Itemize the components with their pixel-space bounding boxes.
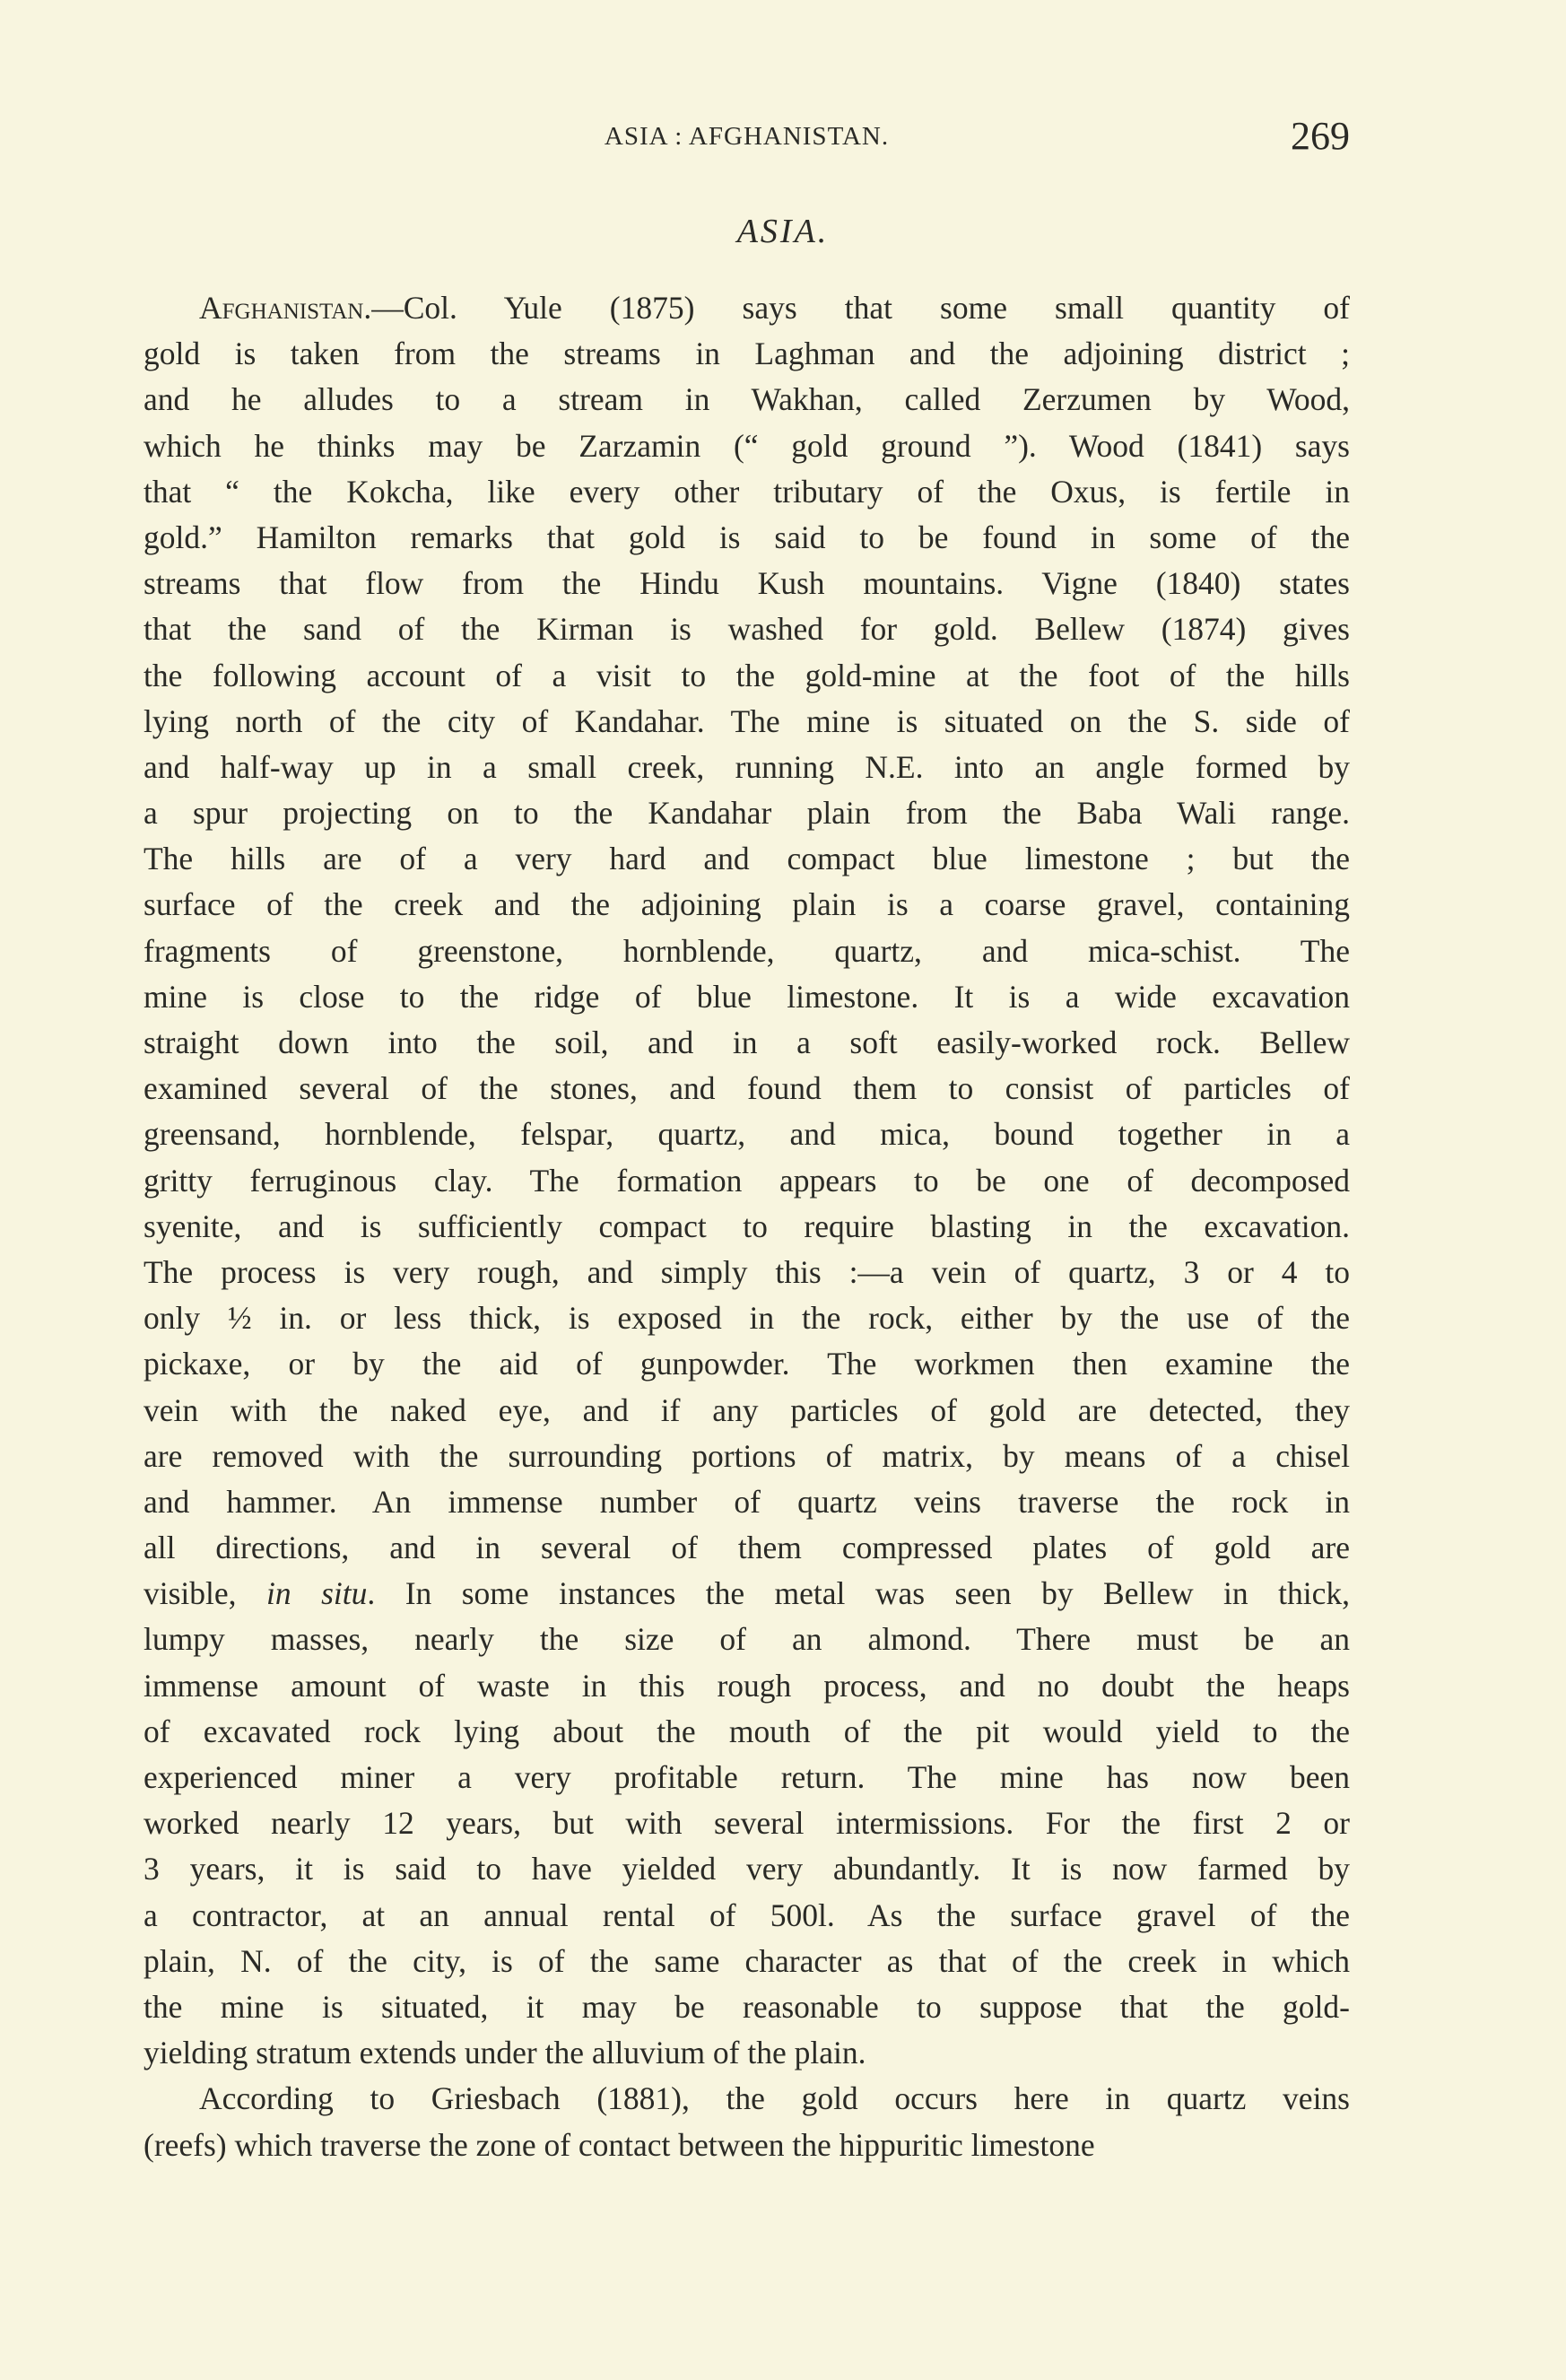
text-line: pickaxe, or by the aid of gunpowder. The workmen then examine the [144,1346,1350,1382]
text-line: lumpy masses, nearly the size of an almond. There must be an [144,1621,1350,1658]
text-line: and he alludes to a stream in Wakhan, called Zerzumen by Wood, [144,381,1350,418]
text-line: examined several of the stones, and found them to consist of particles of [144,1070,1350,1107]
text-line: surface of the creek and the adjoining plain is a coarse gravel, containing [144,886,1350,923]
text-line: 3 years, it is said to have yielded very abundantly. It is now farmed by [144,1851,1350,1887]
text-line: and hammer. An immense number of quartz veins traverse the rock in [144,1483,1350,1520]
text-line: are removed with the surrounding portions of matrix, by means of a chisel [144,1437,1350,1474]
text-line: lying north of the city of Kandahar. The mine is situated on the S. side of [144,702,1350,739]
section-title: ASIA. [736,213,830,250]
text-line: that the sand of the Kirman is washed for gold. Bellew (1874) gives [144,611,1350,648]
text-line: that “ the Kokcha, like every other tributary of the Oxus, is fertile in [144,473,1350,510]
text-line: syenite, and is sufficiently compact to require blasting in the excavation. [144,1207,1350,1244]
text-line: worked nearly 12 years, but with several intermissions. For the first 2 or [144,1805,1350,1842]
text-line: a contractor, at an annual rental of 500l. As the surface gravel of the [144,1896,1350,1933]
text-line: Afghanistan.—Col. Yule (1875) says that some small quantity of [199,290,1350,326]
text-line: plain, N. of the city, is of the same character as that of the creek in which [144,1942,1350,1979]
running-head [144,113,1350,158]
italic-phrase: in situ [266,1575,368,1612]
text-line: and half-way up in a small creek, running N.E. into an angle formed by [144,748,1350,785]
text-line: gold.” Hamilton remarks that gold is said to be found in some of the [144,519,1350,555]
text-line: which he thinks may be Zarzamin (“ gold ground ”). Wood (1841) says [144,427,1350,464]
body-text [144,285,1350,2168]
text-line: straight down into the soil, and in a soft easily-worked rock. Bellew [144,1024,1350,1060]
page-number: 269 [1291,114,1350,158]
country-heading: Afghanistan. [199,290,372,326]
text-line: gritty ferruginous clay. The formation appears to be one of decomposed [144,1162,1350,1199]
text-line: visible, in situ. In some instances the metal was seen by Bellew in thick, [144,1575,1350,1612]
text-line: gold is taken from the streams in Laghman and the adjoining district ; [144,336,1350,372]
text-line: immense amount of waste in this rough process, and no doubt the heaps [144,1667,1350,1704]
text-line: The process is very rough, and simply this :—a vein of quartz, 3 or 4 to [144,1253,1350,1290]
text-line: only ½ in. or less thick, is exposed in the rock, either by the use of the [144,1300,1350,1337]
running-head-title: ASIA : AFGHANISTAN. [604,122,890,151]
text-line: the mine is situated, it may be reasonable to suppose that the gold- [144,1988,1350,2025]
text-line: mine is close to the ridge of blue limestone. It is a wide excavation [144,978,1350,1015]
text-line: greensand, hornblende, felspar, quartz, and mica, bound together in a [144,1116,1350,1153]
text-line: experienced miner a very profitable return. The mine has now been [144,1759,1350,1795]
text-line: yielding stratum extends under the alluvium of the plain. [144,2035,866,2071]
text-line: (reefs) which traverse the zone of contact between the hippuritic limestone [144,2126,1095,2163]
text-line: the following account of a visit to the gold-mine at the foot of the hills [144,657,1350,693]
text-line: The hills are of a very hard and compact blue limestone ; but the [144,841,1350,877]
text-line: According to Griesbach (1881), the gold occurs here in quartz veins [199,2080,1350,2117]
text-line: of excavated rock lying about the mouth of the pit would yield to the [144,1713,1350,1749]
text-line: streams that flow from the Hindu Kush mountains. Vigne (1840) states [144,565,1350,602]
text-line: vein with the naked eye, and if any particles of gold are detected, they [144,1391,1350,1428]
text-line: a spur projecting on to the Kandahar plain from the Baba Wali range. [144,795,1350,832]
text-line: all directions, and in several of them compressed plates of gold are [144,1530,1350,1566]
text-line: fragments of greenstone, hornblende, quartz, and mica-schist. The [144,932,1350,969]
